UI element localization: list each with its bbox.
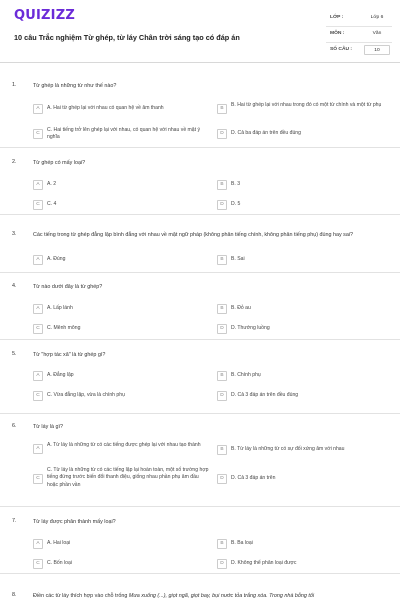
option-letter: A xyxy=(33,539,43,549)
option-text: C. Vừa đẳng lập, vừa là chính phụ xyxy=(47,392,125,398)
option-letter: D xyxy=(217,559,227,569)
option-text: D. Cả ba đáp án trên đều đúng xyxy=(231,130,301,136)
page-title: 10 câu Trắc nghiệm Từ ghép, từ láy Chân trời sáng tạo có đáp án xyxy=(14,33,240,42)
question-number: 2. xyxy=(12,159,17,165)
option-letter: D xyxy=(217,391,227,401)
option-text: A. Từ láy là những từ có các tiếng được ghép lại với nhau tạo thành xyxy=(47,442,201,448)
option-letter: C xyxy=(33,129,43,139)
question-item xyxy=(0,574,400,600)
question-item xyxy=(0,215,400,273)
question-text: Các tiếng trong từ ghép đẳng lập bình đẳng với nhau về mặt ngữ pháp (không phân tiếng chính, không phân tiếng phụ) đúng hay sai? xyxy=(33,232,354,238)
option-text: C. Từ láy là những từ có các tiếng lặp lại hoàn toàn, một số trường hợp tiếng đứng trước biến đổi thanh điệu, giống nhau phần phụ âm đầu hoặc phần vần xyxy=(47,467,209,488)
question-number: 8. xyxy=(12,592,17,598)
option-letter: D xyxy=(217,129,227,139)
question-item xyxy=(0,340,400,414)
option-text: A. Đúng xyxy=(47,256,66,262)
meta-value-grade: Lớp 6 xyxy=(370,15,384,20)
option-letter: C xyxy=(33,324,43,334)
option-letter: B xyxy=(217,371,227,381)
option-text: B. Đỏ au xyxy=(231,305,251,311)
option-letter: D xyxy=(217,200,227,210)
option-text: B. Ba loại xyxy=(231,540,253,546)
option-letter: A xyxy=(33,255,43,265)
question-number: 6. xyxy=(12,423,17,429)
option-text: A. Lấp lánh xyxy=(47,305,73,311)
option-letter: B xyxy=(217,104,227,114)
option-text: D. 5 xyxy=(231,201,241,207)
question-item xyxy=(0,62,400,148)
option-letter: B xyxy=(217,445,227,455)
option-letter: C xyxy=(33,474,43,484)
option-text: B. Chính phụ xyxy=(231,372,261,378)
option-text: D. Cả 3 đáp án trên đều đúng xyxy=(231,392,299,398)
option-letter: C xyxy=(33,391,43,401)
option-text: C. 4 xyxy=(47,201,57,207)
option-text: B. Từ láy là những từ có sự đối xứng âm với nhau xyxy=(231,446,345,452)
question-item xyxy=(0,273,400,340)
option-text: D. Không thể phân loại được xyxy=(231,560,297,566)
question-number: 1. xyxy=(12,82,17,88)
option-text: D. Thướng luồng xyxy=(231,325,270,331)
meta-label-subject: MÔN : xyxy=(330,31,345,36)
option-letter: D xyxy=(217,324,227,334)
option-letter: A xyxy=(33,180,43,190)
meta-value-subject: Văn xyxy=(372,31,382,36)
question-number: 3. xyxy=(12,231,17,237)
question-item xyxy=(0,148,400,215)
option-letter: B xyxy=(217,180,227,190)
option-text: A. Hai loại xyxy=(47,540,71,546)
question-number: 4. xyxy=(12,283,17,289)
meta-row-grade xyxy=(326,11,392,26)
question-text: Từ ghép có mấy loại? xyxy=(33,160,86,166)
option-letter: A xyxy=(33,104,43,114)
question-text xyxy=(33,592,392,600)
question-item xyxy=(0,414,400,507)
option-text: B. Hai từ ghép lại với nhau trong đó có một từ chính và một từ phụ xyxy=(231,102,382,108)
question-text: Từ láy là gì? xyxy=(33,424,63,430)
question-text: Từ ghép là những từ như thế nào? xyxy=(33,83,117,89)
option-text: B. Sai xyxy=(231,256,245,262)
option-text: D. Cả 3 đáp án trên xyxy=(231,475,276,481)
option-letter: B xyxy=(217,539,227,549)
option-letter: C xyxy=(33,200,43,210)
question-text-lead: Điền các từ láy thích hợp vào chỗ trống xyxy=(33,593,128,599)
option-letter: A xyxy=(33,371,43,381)
meta-row-count xyxy=(326,42,392,58)
option-text: C. Mênh mông xyxy=(47,325,81,331)
meta-row-subject xyxy=(326,26,392,42)
option-letter: A xyxy=(33,444,43,454)
option-letter: A xyxy=(33,304,43,314)
question-number: 5. xyxy=(12,351,17,357)
worksheet-header xyxy=(0,0,400,63)
quizizz-logo: QUIZIZZ xyxy=(14,8,75,23)
question-number: 7. xyxy=(12,518,17,524)
option-text: C. Bốn loại xyxy=(47,560,72,566)
option-letter: D xyxy=(217,474,227,484)
question-item xyxy=(0,507,400,574)
question-list xyxy=(0,62,400,600)
option-letter: B xyxy=(217,304,227,314)
option-text: A. Đẳng lập xyxy=(47,372,74,378)
option-text: B. 3 xyxy=(231,181,241,187)
option-text: A. Hai từ ghép lại với nhau có quan hệ về âm thanh xyxy=(47,105,164,111)
meta-label-grade: LỚP : xyxy=(330,15,344,20)
option-letter: C xyxy=(33,559,43,569)
meta-label-count: SỐ CÂU : xyxy=(330,47,353,52)
meta-value-count: 10 xyxy=(364,45,390,55)
question-text: Từ nào dưới đây là từ ghép? xyxy=(33,284,103,290)
question-text: Từ láy được phân thành mấy loại? xyxy=(33,519,116,525)
meta-info-box xyxy=(326,11,392,58)
question-text: Từ "hợp tác xã" là từ ghép gì? xyxy=(33,352,106,358)
option-letter: B xyxy=(217,255,227,265)
option-text: C. Hai tiếng trở lên ghép lại với nhau, có quan hệ với nhau về mặt ý nghĩa xyxy=(47,127,201,141)
option-text: A. 2 xyxy=(47,181,57,187)
question-text-italic: Mưa xuống (...), giọt ngã, giọt bay, bụi nước tỏa trắng xóa. Trong nhà bỗng tối xyxy=(128,593,315,599)
